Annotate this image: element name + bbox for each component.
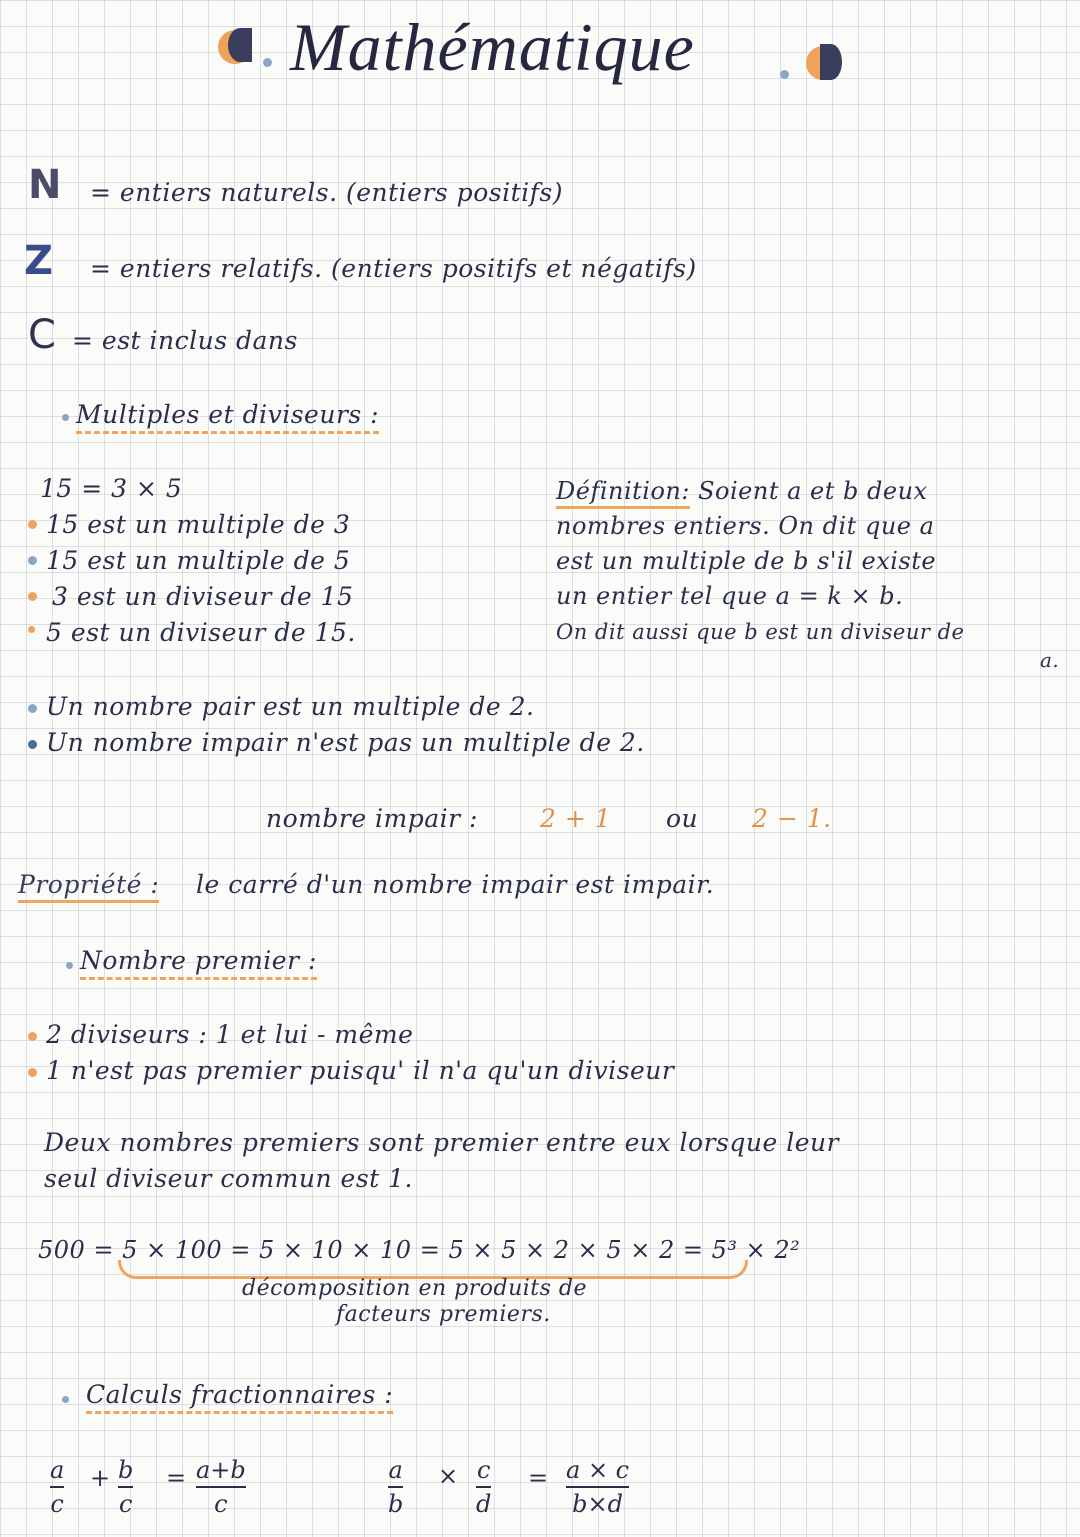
title-left-small-dot xyxy=(263,58,272,67)
frac-bar xyxy=(118,1486,133,1488)
multiples-bullet-4: 5 est un diviseur de 15. xyxy=(46,618,356,647)
definition-z: = entiers relatifs. (entiers positifs et négatifs) xyxy=(90,254,697,283)
title-right-small-dot xyxy=(780,70,789,79)
bullet-dot xyxy=(28,556,37,565)
decomposition-equation: 500 = 5 × 100 = 5 × 10 × 10 = 5 × 5 × 2 × 5 × 2 = 5³ × 2² xyxy=(38,1236,801,1264)
title-right-dot-navy xyxy=(820,44,842,80)
frac-num: b xyxy=(118,1456,134,1484)
title-left-dot-navy xyxy=(228,28,252,62)
fraction-sum-result xyxy=(196,1456,246,1518)
frac-bar xyxy=(476,1486,491,1488)
definition-n: = entiers naturels. (entiers positifs) xyxy=(90,178,563,207)
times-operator: × xyxy=(438,1462,459,1490)
fraction-c-over-d xyxy=(476,1456,491,1518)
definition-label: Définition: xyxy=(556,477,690,509)
impair-or: ou xyxy=(666,804,699,833)
bullet-dot xyxy=(28,704,37,713)
coprime-line-1: Deux nombres premiers sont premier entre eux lorsque leur xyxy=(44,1128,840,1157)
fraction-product-result xyxy=(566,1456,629,1518)
coprime-line-2: seul diviseur commun est 1. xyxy=(44,1164,413,1193)
frac-bar xyxy=(388,1486,403,1488)
bullet-dot xyxy=(28,626,35,633)
bullet-dot xyxy=(28,520,37,529)
impair-formula-1: 2 + 1 xyxy=(540,804,612,833)
decomposition-label-2: facteurs premiers. xyxy=(336,1302,551,1327)
section-bullet-prime xyxy=(66,962,73,969)
frac-num: a xyxy=(50,1456,65,1484)
page-title: Mathématique xyxy=(290,9,695,85)
frac-den: b xyxy=(388,1490,404,1518)
equation-15: 15 = 3 × 5 xyxy=(40,474,183,503)
symbol-c: C xyxy=(28,312,56,358)
frac-num: c xyxy=(476,1456,491,1484)
symbol-n: N xyxy=(28,162,62,208)
frac-bar xyxy=(566,1486,629,1488)
bullet-dot xyxy=(28,740,37,749)
definition-block xyxy=(556,474,964,650)
property-label: Propriété : xyxy=(18,870,159,903)
fraction-a-over-b xyxy=(388,1456,403,1518)
fraction-b-over-c xyxy=(118,1456,133,1518)
prime-bullet-1: 2 diviseurs : 1 et lui - même xyxy=(46,1020,414,1049)
symbol-z: Z xyxy=(24,238,54,284)
frac-bar xyxy=(50,1486,64,1488)
equals-operator: = xyxy=(528,1464,549,1492)
heading-prime: Nombre premier : xyxy=(80,946,317,980)
section-bullet-multiples xyxy=(62,414,69,421)
decomposition-label-1: décomposition en produits de xyxy=(242,1276,588,1301)
frac-num: a xyxy=(388,1456,403,1484)
parity-bullet-1: Un nombre pair est un multiple de 2. xyxy=(46,692,535,721)
heading-fractions: Calculs fractionnaires : xyxy=(86,1380,393,1414)
frac-num: a+b xyxy=(196,1456,246,1484)
equals-operator: = xyxy=(166,1464,187,1492)
bullet-dot xyxy=(28,1068,37,1077)
frac-den: c xyxy=(214,1490,228,1518)
bullet-dot xyxy=(28,1032,37,1041)
frac-den: c xyxy=(50,1490,64,1518)
plus-operator: + xyxy=(90,1464,111,1492)
frac-den: b×d xyxy=(572,1490,623,1518)
bullet-dot xyxy=(28,592,37,601)
multiples-bullet-2: 15 est un multiple de 5 xyxy=(46,546,351,575)
definition-line-5: On dit aussi que b est un diviseur de xyxy=(556,620,965,644)
multiples-bullet-1: 15 est un multiple de 3 xyxy=(46,510,351,539)
frac-bar xyxy=(196,1486,246,1488)
impair-label: nombre impair : xyxy=(266,804,478,833)
definition-line-3: est un multiple de b s'il existe xyxy=(556,547,937,575)
parity-bullet-2: Un nombre impair n'est pas un multiple de 2. xyxy=(46,728,645,757)
definition-line-4: un entier tel que a = k × b. xyxy=(556,582,904,610)
fraction-a-over-c xyxy=(50,1456,64,1518)
heading-multiples: Multiples et diviseurs : xyxy=(76,400,379,434)
section-bullet-fractions xyxy=(62,1396,69,1403)
frac-den: d xyxy=(476,1490,492,1518)
definition-line-6: a. xyxy=(1040,648,1060,672)
impair-formula-2: 2 − 1. xyxy=(752,804,832,833)
frac-num: a × c xyxy=(566,1456,630,1484)
frac-den: c xyxy=(118,1490,133,1518)
definition-line-1: Soient a et b deux xyxy=(698,477,928,505)
multiples-bullet-3: 3 est un diviseur de 15 xyxy=(52,582,354,611)
definition-line-2: nombres entiers. On dit que a xyxy=(556,512,935,540)
property-text: le carré d'un nombre impair est impair. xyxy=(196,870,715,899)
prime-bullet-2: 1 n'est pas premier puisqu' il n'a qu'un diviseur xyxy=(46,1056,675,1085)
definition-c: = est inclus dans xyxy=(72,326,298,355)
